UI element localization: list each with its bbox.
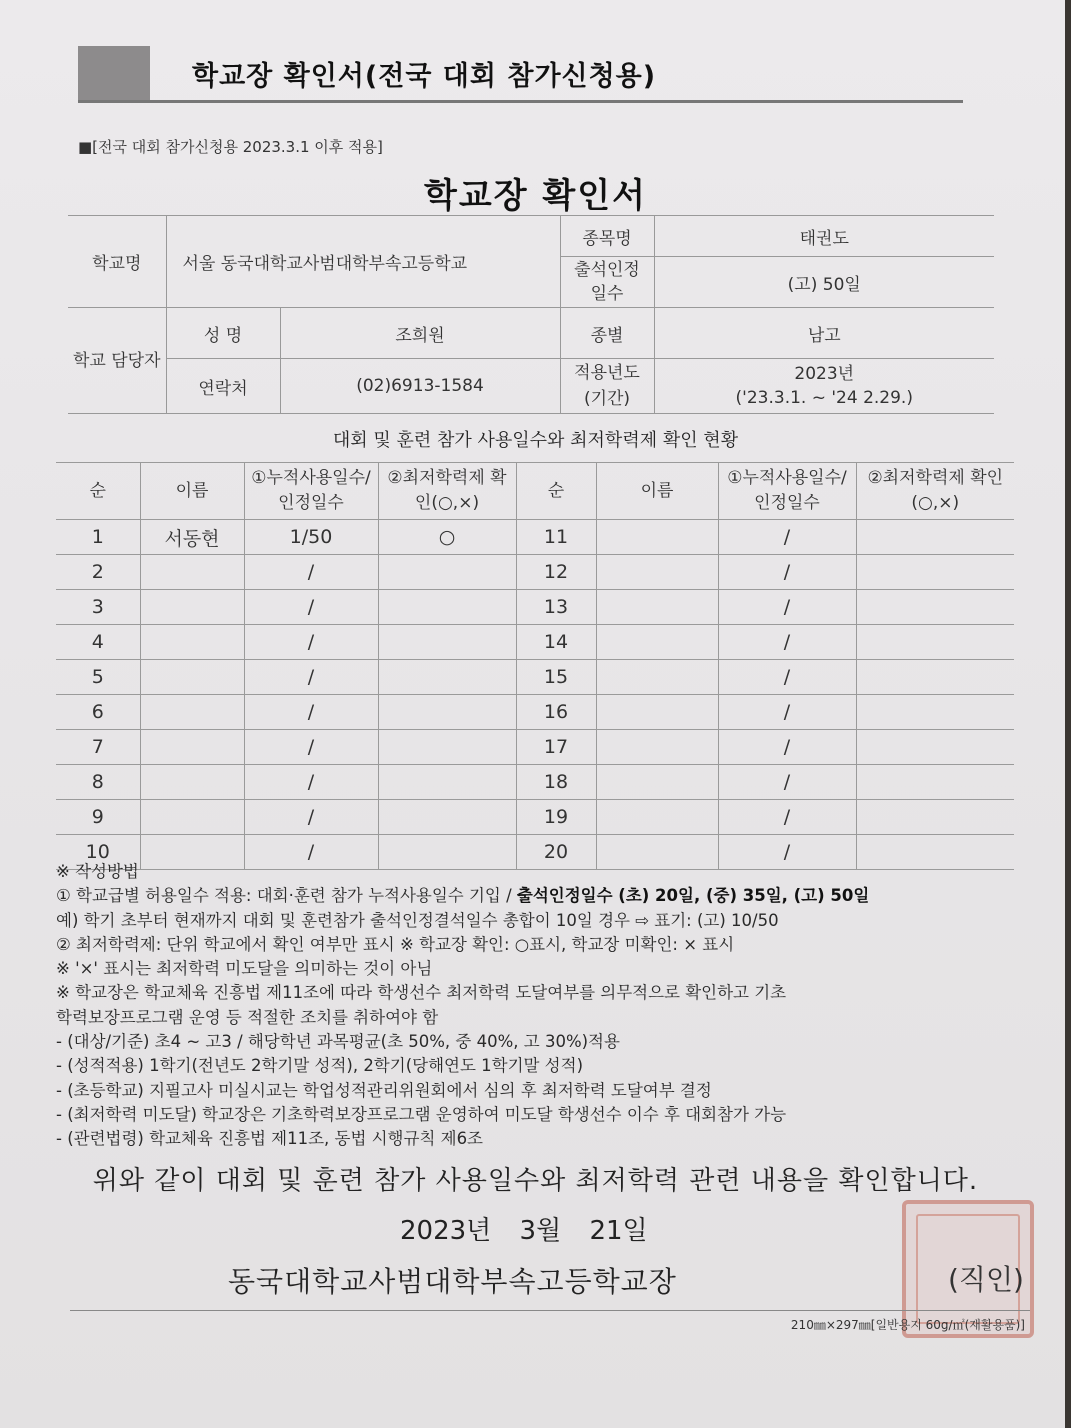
row-days-right: / [718,590,856,625]
row-name-right [596,800,718,835]
instruction-line-1a: ① 학교급별 허용일수 적용: 대회·훈련 참가 누적사용일수 기입 / [56,886,517,906]
category-label: 종별 [560,308,654,359]
manager-name-value: 조희원 [280,308,560,359]
row-days: / [244,590,378,625]
row-no: 10 [56,835,140,870]
row-name [140,625,244,660]
row-name: 서동현 [140,520,244,555]
row-name [140,660,244,695]
col-header-days: ①누적사용일수/인정일수 [244,463,378,520]
instruction-line-8: - (성적적용) 1학기(전년도 2학기말 성적), 2학기(당해연도 1학기말 성적) [56,1056,584,1076]
applicability-note: ■[전국 대회 참가신청용 2023.3.1 이후 적용] [78,138,383,156]
row-days-right: / [718,800,856,835]
attendance-value: (고) 50일 [654,257,994,308]
instruction-line-3: ② 최저학력제: 단위 학교에서 확인 여부만 표시 ※ 학교장 확인: ○표시, 학교장 미확인: × 표시 [56,934,735,954]
row-name-right [596,590,718,625]
instruction-line-2: 예) 학기 초부터 현재까지 대회 및 훈련참가 출석인정결석일수 총합이 10일 경우 ⇨ 표기: (고) 10/50 [56,910,779,930]
contact-value: (02)6913-1584 [280,359,560,414]
roster-table [56,462,1014,870]
col-header-check-right: ②최저학력제 확인(○,×) [856,463,1014,520]
row-check [378,590,516,625]
row-name-right [596,765,718,800]
instruction-line-6: 학력보장프로그램 운영 등 적절한 조치를 취하여야 함 [56,1007,439,1027]
manager-label: 학교 담당자 [68,308,166,414]
header-shade-block [78,46,150,102]
table-row [56,800,1014,835]
row-no-right: 14 [516,625,596,660]
section-title: 대회 및 훈련 참가 사용일수와 최저학력제 확인 현황 [332,430,739,451]
row-days: 1/50 [244,520,378,555]
row-check-right [856,730,1014,765]
seal-label: (직인) [948,1263,1024,1296]
event-value: 태권도 [654,216,994,257]
instruction-line-4: ※ '×' 표시는 최저학력 미도달을 의미하는 것이 아님 [56,959,433,979]
year-cell [654,359,994,414]
principal-title: 동국대학교사범대학부속고등학교장 [228,1265,677,1298]
row-days-right: / [718,730,856,765]
row-no: 5 [56,660,140,695]
row-no: 8 [56,765,140,800]
row-days-right: / [718,625,856,660]
row-name [140,800,244,835]
row-name-right [596,660,718,695]
row-days: / [244,555,378,590]
period-value: ('23.3.1. ~ '24 2.29.) [735,388,913,408]
row-no-right: 16 [516,695,596,730]
instruction-line-7: - (대상/기준) 초4 ~ 고3 / 해당학년 과목평균(초 50%, 중 40%, 고 30%)적용 [56,1032,620,1052]
instructions-heading: ※ 작성방법 [56,862,139,881]
row-no: 9 [56,800,140,835]
row-name [140,765,244,800]
instruction-line-5: ※ 학교장은 학교체육 진흥법 제11조에 따라 학생선수 최저학력 도달여부를 의무적으로 확인하고 기초 [56,983,787,1003]
col-header-days-right: ①누적사용일수/ 인정일수 [718,463,856,520]
col-header-check: ②최저학력제 확인(○,×) [378,463,516,520]
row-name [140,695,244,730]
row-name [140,730,244,765]
row-name [140,590,244,625]
table-row [56,555,1014,590]
table-row [56,590,1014,625]
footer-divider [70,1310,1030,1311]
row-days-right: / [718,520,856,555]
page-title: 학교장 확인서 [424,176,647,216]
row-days-right: / [718,835,856,870]
row-no-right: 11 [516,520,596,555]
row-no: 2 [56,555,140,590]
table-row [56,765,1014,800]
table-row [56,695,1014,730]
row-check-right [856,590,1014,625]
instruction-line-1 [56,884,1036,908]
col-header-no-right: 순 [516,463,596,520]
row-check-right [856,660,1014,695]
year-label: 적용년도 (기간) [560,359,654,414]
manager-name-label: 성 명 [166,308,280,359]
col-header-name-right: 이름 [596,463,718,520]
row-no-right: 17 [516,730,596,765]
row-no: 3 [56,590,140,625]
school-name-label: 학교명 [68,216,166,308]
row-check [378,695,516,730]
row-check-right [856,800,1014,835]
school-info-table [68,215,994,414]
row-name-right [596,625,718,660]
row-no: 7 [56,730,140,765]
row-no: 6 [56,695,140,730]
row-days-right: / [718,555,856,590]
row-check [378,800,516,835]
row-name [140,555,244,590]
row-days: / [244,695,378,730]
school-name-value: 서울 동국대학교사범대학부속고등학교 [166,216,560,308]
roster-body [56,520,1014,870]
table-row [56,625,1014,660]
row-check [378,765,516,800]
row-days: / [244,835,378,870]
paper-spec-note: 210㎜×297㎜[일반용지 60g/㎡(재활용품)] [790,1318,1025,1332]
instructions [56,860,1036,1152]
row-check [378,730,516,765]
instruction-line-1b: 출석인정일수 (초) 20일, (중) 35일, (고) 50일 [516,886,870,906]
row-check-right [856,625,1014,660]
row-check-right [856,555,1014,590]
event-label: 종목명 [560,216,654,257]
row-days: / [244,660,378,695]
row-name-right [596,555,718,590]
year-value: 2023년 [794,364,855,384]
row-name-right [596,695,718,730]
row-check [378,660,516,695]
instruction-line-9: - (초등학교) 지필고사 미실시교는 학업성적관리위원회에서 심의 후 최저학력 도달여부 결정 [56,1080,712,1100]
col-header-name: 이름 [140,463,244,520]
row-no: 4 [56,625,140,660]
header-divider [78,100,963,103]
table-row [56,730,1014,765]
issue-date: 2023년 3월 21일 [400,1216,648,1246]
row-check-right [856,695,1014,730]
col-header-no: 순 [56,463,140,520]
row-name-right [596,730,718,765]
row-check [378,625,516,660]
row-no-right: 19 [516,800,596,835]
row-no: 1 [56,520,140,555]
row-check: ○ [378,520,516,555]
row-days-right: / [718,695,856,730]
row-name-right [596,520,718,555]
table-row [56,520,1014,555]
category-value: 남고 [654,308,994,359]
row-no-right: 15 [516,660,596,695]
row-days-right: / [718,765,856,800]
instruction-line-10: - (최저학력 미도달) 학교장은 기초학력보장프로그램 운영하여 미도달 학생선수 이수 후 대회참가 가능 [56,1104,787,1124]
row-no-right: 18 [516,765,596,800]
confirmation-statement: 위와 같이 대회 및 훈련 참가 사용일수와 최저학력 관련 내용을 확인합니다. [92,1166,979,1196]
attendance-label: 출석인정 일수 [560,257,654,308]
contact-label: 연락처 [166,359,280,414]
row-days: / [244,730,378,765]
row-no-right: 12 [516,555,596,590]
roster-header-row [56,463,1014,520]
row-check-right [856,765,1014,800]
row-check [378,555,516,590]
row-check-right [856,520,1014,555]
row-days: / [244,800,378,835]
row-days: / [244,625,378,660]
row-no-right: 13 [516,590,596,625]
row-days: / [244,765,378,800]
row-days-right: / [718,660,856,695]
header-title: 학교장 확인서(전국 대회 참가신청용) [192,61,657,92]
row-no-right: 20 [516,835,596,870]
instruction-line-11: - (관련법령) 학교체육 진흥법 제11조, 동법 시행규칙 제6조 [56,1129,483,1149]
table-row [56,660,1014,695]
